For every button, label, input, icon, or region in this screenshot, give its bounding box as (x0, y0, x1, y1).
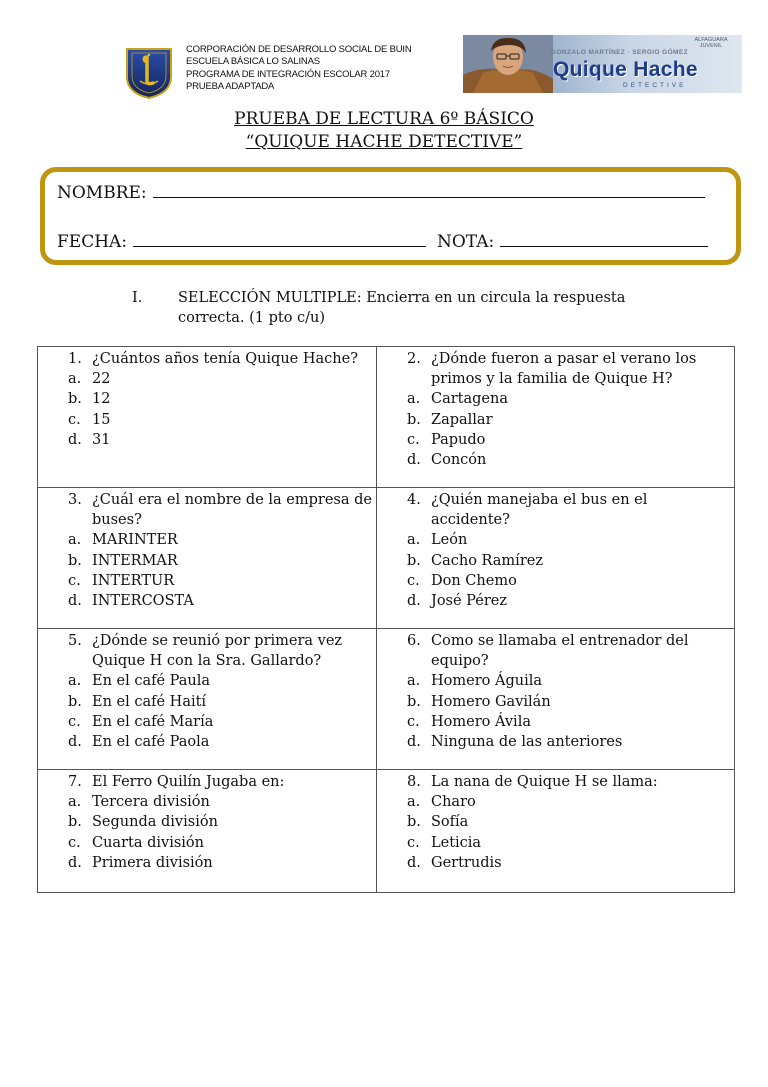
answer-option[interactable] (38, 812, 376, 832)
option-letter: c. (407, 431, 420, 448)
option-text: Homero Gavilán (431, 693, 551, 710)
option-text: 15 (92, 411, 111, 428)
option-letter: b. (407, 552, 421, 569)
option-letter: c. (68, 411, 81, 428)
option-text: INTERCOSTA (92, 593, 194, 610)
answer-option[interactable] (38, 712, 376, 732)
question-text (377, 349, 734, 389)
date-field (57, 232, 426, 252)
option-letter: c. (407, 713, 420, 730)
grade-label: NOTA: (437, 232, 495, 252)
option-letter: b. (68, 693, 82, 710)
answer-option[interactable] (38, 671, 376, 691)
question-number: 7. (68, 774, 82, 790)
option-text: Cacho Ramírez (431, 552, 543, 569)
question-number: 4. (407, 492, 421, 508)
answer-option[interactable] (38, 692, 376, 712)
option-letter: d. (407, 734, 421, 751)
questions-table (37, 346, 735, 893)
option-letter: b. (407, 693, 421, 710)
question-number: 8. (407, 774, 421, 790)
question-2 (377, 347, 735, 488)
option-letter: b. (68, 552, 82, 569)
question-8 (377, 770, 735, 893)
option-letter: d. (407, 593, 421, 610)
option-letter: a. (68, 371, 82, 388)
answer-option[interactable] (38, 591, 376, 611)
option-letter: d. (68, 431, 82, 448)
answer-option[interactable] (38, 530, 376, 550)
option-letter: c. (407, 572, 420, 589)
option-text: Sofía (431, 814, 469, 831)
option-letter: b. (407, 411, 421, 428)
option-text: Homero Águila (431, 673, 542, 690)
school-logo (123, 47, 175, 99)
option-text: Charo (431, 794, 476, 811)
question-number: 3. (68, 492, 82, 508)
question-number: 6. (407, 633, 421, 649)
answer-option[interactable] (377, 853, 734, 873)
answer-option[interactable] (377, 792, 734, 812)
answer-option[interactable] (377, 732, 734, 752)
option-letter: d. (68, 593, 82, 610)
school-line: ESCUELA BÁSICA LO SALINAS (186, 56, 320, 68)
answer-option[interactable] (38, 853, 376, 873)
answer-option[interactable] (38, 369, 376, 389)
name-label: NOMBRE: (57, 183, 147, 203)
table-row (38, 770, 735, 893)
answer-option[interactable] (38, 833, 376, 853)
question-text (377, 772, 734, 792)
question-prompt: ¿Cuántos años tenía Quique Hache? (92, 351, 358, 367)
question-prompt: ¿Cuál era el nombre de la empresa de buses? (92, 492, 372, 529)
option-text: INTERMAR (92, 552, 178, 569)
question-prompt: ¿Quién manejaba el bus en el accidente? (431, 492, 648, 529)
answer-option[interactable] (377, 692, 734, 712)
option-letter: c. (68, 572, 81, 589)
option-letter: c. (68, 834, 81, 851)
question-text (38, 349, 376, 369)
option-text: Don Chemo (431, 572, 517, 589)
option-text: 31 (92, 431, 111, 448)
section-number: I. (132, 290, 143, 306)
option-letter: a. (407, 391, 421, 408)
option-text: Ninguna de las anteriores (431, 734, 623, 751)
question-text (377, 631, 734, 671)
question-7 (38, 770, 377, 893)
option-text: Segunda división (92, 814, 218, 831)
answer-option[interactable] (377, 410, 734, 430)
option-text: León (431, 532, 468, 549)
answer-option[interactable] (377, 551, 734, 571)
answer-option[interactable] (377, 389, 734, 409)
question-prompt: La nana de Quique H se llama: (431, 774, 658, 790)
option-letter: a. (68, 673, 82, 690)
option-letter: d. (407, 854, 421, 871)
question-prompt: ¿Dónde fueron a pasar el verano los primos y la familia de Quique H? (431, 351, 697, 388)
option-text: 22 (92, 371, 111, 388)
answer-option[interactable] (38, 551, 376, 571)
option-letter: a. (407, 532, 421, 549)
question-prompt: El Ferro Quilín Jugaba en: (92, 774, 285, 790)
answer-option[interactable] (38, 571, 376, 591)
answer-option[interactable] (377, 530, 734, 550)
option-text: Papudo (431, 431, 486, 448)
option-letter: b. (68, 391, 82, 408)
answer-option[interactable] (377, 571, 734, 591)
option-text: En el café Haití (92, 693, 207, 710)
option-text: Primera división (92, 854, 213, 871)
option-text: Cuarta división (92, 834, 204, 851)
answer-option[interactable] (377, 591, 734, 611)
date-label: FECHA: (57, 232, 128, 252)
option-text: MARINTER (92, 532, 178, 549)
answer-option[interactable] (38, 732, 376, 752)
question-prompt: ¿Dónde se reunió por primera vez Quique H con la Sra. Gallardo? (92, 633, 343, 670)
book-subtitle: DETECTIVE (623, 82, 687, 89)
option-letter: d. (407, 452, 421, 469)
student-info-box (40, 167, 741, 265)
option-text: Cartagena (431, 391, 508, 408)
option-text: Homero Ávila (431, 713, 531, 730)
grade-blank-line[interactable] (500, 232, 708, 247)
option-letter: a. (68, 532, 82, 549)
school-info (186, 44, 412, 94)
option-letter: b. (407, 814, 421, 831)
name-field (57, 183, 705, 203)
question-text (38, 490, 376, 530)
option-text: En el café Paola (92, 734, 210, 751)
option-text: En el café María (92, 713, 214, 730)
school-line: PROGRAMA DE INTEGRACIÓN ESCOLAR 2017 (186, 68, 390, 80)
option-letter: d. (68, 734, 82, 751)
answer-option[interactable] (38, 410, 376, 430)
question-1 (38, 347, 377, 488)
test-title: PRUEBA DE LECTURA 6º BÁSICO (234, 109, 534, 129)
school-line: CORPORACIÓN DE DESARROLLO SOCIAL DE BUIN (186, 44, 412, 55)
option-letter: c. (68, 713, 81, 730)
publisher-label: ALFAGUARA JUVENIL (694, 37, 728, 49)
question-text (38, 631, 376, 671)
test-subtitle: “QUIQUE HACHE DETECTIVE” (245, 132, 523, 152)
question-4 (377, 488, 735, 629)
option-letter: a. (407, 794, 421, 811)
question-3 (38, 488, 377, 629)
answer-option[interactable] (377, 812, 734, 832)
book-cover-character-illustration (463, 35, 553, 93)
school-line: PRUEBA ADAPTADA (186, 81, 275, 93)
option-text: Zapallar (431, 411, 493, 428)
name-blank-line[interactable] (153, 183, 705, 198)
option-text: Concón (431, 452, 487, 469)
option-letter: a. (407, 673, 421, 690)
option-letter: b. (68, 814, 82, 831)
option-letter: a. (68, 794, 82, 811)
option-text: Leticia (431, 834, 482, 851)
question-number: 5. (68, 633, 82, 649)
option-letter: c. (407, 834, 420, 851)
table-row (38, 488, 735, 629)
date-blank-line[interactable] (133, 232, 426, 247)
answer-option[interactable] (38, 430, 376, 450)
option-text: En el café Paula (92, 673, 211, 690)
option-letter: d. (68, 854, 82, 871)
option-text: Gertrudis (431, 854, 502, 871)
question-6 (377, 629, 735, 770)
answer-option[interactable] (38, 389, 376, 409)
answer-option[interactable] (377, 671, 734, 691)
book-title: Quique Hache (553, 58, 698, 81)
option-text: INTERTUR (92, 572, 175, 589)
book-authors: GONZALO MARTÍNEZ · SERGIO GÓMEZ (551, 49, 688, 56)
answer-option[interactable] (377, 712, 734, 732)
answer-option[interactable] (377, 833, 734, 853)
table-row (38, 347, 735, 488)
grade-field (437, 232, 708, 252)
option-text: Tercera división (92, 794, 210, 811)
question-number: 1. (68, 351, 82, 367)
option-text: 12 (92, 391, 111, 408)
book-banner (463, 35, 742, 93)
question-text (38, 772, 376, 792)
answer-option[interactable] (377, 430, 734, 450)
question-5 (38, 629, 377, 770)
answer-option[interactable] (38, 792, 376, 812)
question-prompt: Como se llamaba el entrenador del equipo? (431, 633, 689, 670)
answer-option[interactable] (377, 450, 734, 470)
table-row (38, 629, 735, 770)
question-text (377, 490, 734, 530)
option-text: José Pérez (431, 593, 508, 610)
question-number: 2. (407, 351, 421, 367)
section-text: SELECCIÓN MULTIPLE: Encierra en un circula la respuesta correcta. (1 pto c/u) (178, 290, 626, 326)
